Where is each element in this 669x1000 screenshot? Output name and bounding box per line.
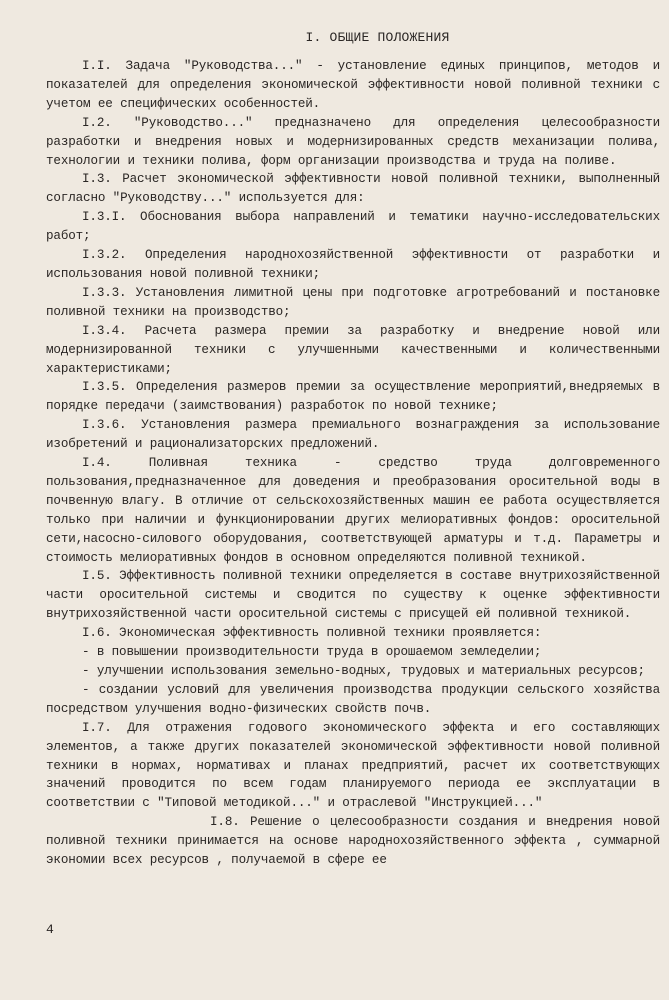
paragraph-1-3: I.3. Расчет экономической эффективности новой поливной техники, выполненный согласно "Руководству..." используется для:: [46, 172, 660, 206]
list-item-resource-use: - улучшении использования земельно-водных, трудовых и материальных ресурсов;: [82, 664, 645, 678]
section-body: [46, 57, 660, 870]
page-number: 4: [46, 922, 54, 937]
paragraph-1-1: I.I. Задача "Руководства..." - установление единых принципов, методов и показателей для определения экономической эффективности новой поливной техники с учетом ее специфических особенностей.: [46, 59, 660, 111]
paragraph-1-8: I.8. Решение о целесообразности создания и внедрения новой поливной техники принимается на основе народнохозяйственного эффекта , суммарной экономии всех ресурсов , получаемой в сфере ее: [46, 815, 660, 868]
paragraph-1-3-4: I.3.4. Расчета размера премии за разработку и внедрение новой или модернизированной техники с улучшенными качественными и количественными характеристиками;: [46, 323, 660, 376]
paragraph-1-3-5: I.3.5. Определения размеров премии за осуществление мероприятий,внедряемых в порядке передачи (заимствования) разработок по новой технике;: [46, 380, 660, 414]
paragraph-1-4: I.4. Поливная техника - средство труда долговременного пользования,предназначенное для доведения и преобразования оросительной воды в почвенную влагу. В отличие от сельскохозяйственных машин ее работа осуществляется только при наличии и функционировании других мелиоративных фондов: оросительной сети,насосно-силового оборудования, соответствующей арматуры и т.д. Параметры и стоимость мелиоративных фондов в основном определяются поливной техникой.: [46, 456, 660, 565]
paragraph-1-2: I.2. "Руководство..." предназначено для определения целесообразности разработки и внедрения новых и модернизированных средств механизации полива, технологии и техники полива, форм организации производства и труда на поливе.: [46, 115, 660, 168]
list-item-labor-productivity: - в повышении производительности труда в орошаемом земледелии;: [82, 645, 542, 660]
paragraph-1-5: I.5. Эффективность поливной техники определяется в составе внутрихозяйственной части оросительной системы и сводится по существу к оценке эффективности внутрихозяйственной части оросительной системы с присущей ей поливной техникой.: [46, 569, 660, 622]
paragraph-1-3-2: I.3.2. Определения народнохозяйственной эффективности от разработки и использования новой поливной техники;: [46, 248, 660, 281]
paragraph-1-6: I.6. Экономическая эффективность поливной техники проявляется:: [82, 626, 542, 641]
section-title: I. ОБЩИЕ ПОЛОЖЕНИЯ: [305, 30, 450, 45]
list-item-production-conditions: - создании условий для увеличения производства продукции сельского хозяйства посредством улучшения водно-физических свойств почв.: [46, 682, 660, 716]
paragraph-1-3-3: I.3.3. Установления лимитной цены при подготовке агротребований и постановке поливной техники на производство;: [46, 285, 660, 319]
paragraph-1-3-6: I.3.6. Установления размера премиального вознаграждения за использование изобретений и рационализаторских предложений.: [46, 418, 660, 452]
paragraph-1-3-1: I.3.I. Обоснования выбора направлений и тематики научно-исследовательских работ;: [46, 210, 660, 244]
paragraph-1-7: I.7. Для отражения годового экономического эффекта и его составляющих элементов, а также других показателей экономической эффективности новой поливной техники в нормах, нормативах и планах предприятий, расчет их соответствующих значений проводится по всем годам планируемого периода ее эксплуатации в соответствии с "Типовой методикой..." и отраслевой "Инструкцией...": [46, 720, 660, 811]
